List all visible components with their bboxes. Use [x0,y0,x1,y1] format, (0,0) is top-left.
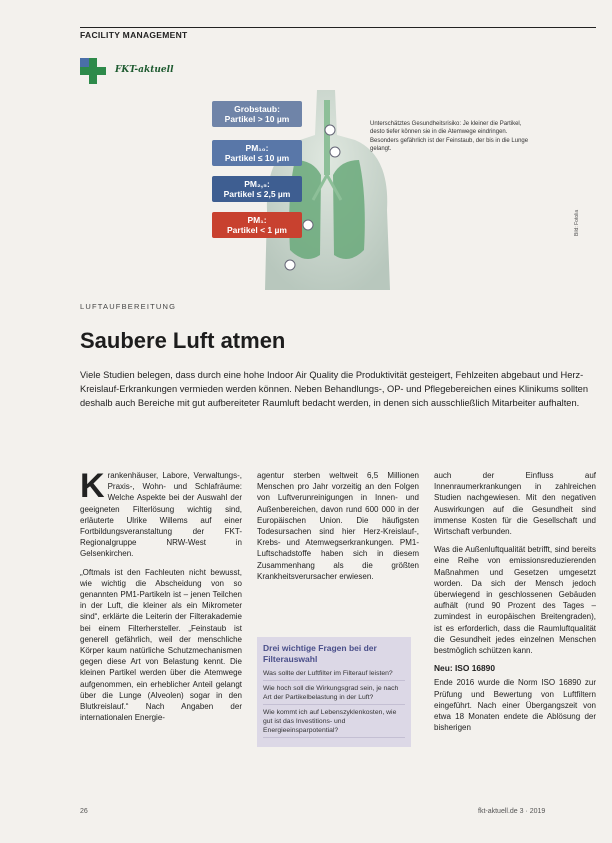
section-label: FACILITY MANAGEMENT [80,30,188,40]
pm-label-coarse: Grobstaub: Partikel > 10 µm [212,101,302,127]
paragraph: Krankenhäuser, Labore, Verwaltungs-, Praxis-, Wohn- und Schlafräume: Welche Aspekte bei der Auswahl der geeigneten Filterlösung wichtig sind, erläuterte Ulrike Willems auf einer Fortbildungsveranstaltung der FKT-Regionalgruppe NRW-West in Gelsenkirchen. [80,467,242,559]
info-box-item: Was sollte der Luftfilter im Filterauf leisten? [263,669,405,681]
paragraph: Ende 2016 wurde die Norm ISO 16890 zur Prüfung und Bewertung von Luftfiltern eingeführt. Nach einer Übergangszeit von etwa 18 Monaten endete die Ablösung der bisherigen [434,678,596,733]
pm-label-pm25: PM₂,₅: Partikel ≤ 2,5 µm [212,176,302,202]
paragraph: auch der Einfluss auf Innenraumerkrankungen in zahlreichen Studien nachgewiesen. Mit den negativen Auswirkungen auf die Gesundheit sind immense Kosten für die Gesellschaft und Wirtschaft verbunden. [434,471,596,537]
figure-caption: Unterschätztes Gesundheitsrisiko: Je kleiner die Partikel, desto tiefer können sie in die Atemwege eindringen. Besonders gefährlich ist der Feinstaub, der bis in die Lunge gelangt. [370,121,529,152]
article-kicker: LUFTAUFBEREITUNG [80,302,177,311]
subheading: Neu: ISO 16890 [434,663,495,674]
article-title: Saubere Luft atmen [80,328,286,353]
column-1 [80,467,242,730]
logo-text: FKT-aktuell [115,65,174,75]
fkt-logo [80,58,200,84]
column-3 [434,470,596,740]
page-number: 26 [80,808,88,815]
pm-label-pm1: PM₁: Partikel < 1 µm [212,212,302,238]
header-rule [80,27,596,28]
paragraph: agentur sterben weltweit 6,5 Millionen Menschen pro Jahr vorzeitig an den Folgen von Luftverunreinigungen in Innen- und Außenbereichen, davon rund 600 000 in der Europäischen Union. Die häufigsten Todesursachen sind hier Herz-Kreislauf-, Krebs- und Atemwegserkrankungen. PM1-Luftschadstoffe haben sich in diesem Zusammenhang als die größten Krankheitsverursacher erwiesen. [257,471,419,581]
paragraph: Was die Außenluftqualität betrifft, sind bereits eine Reihe von emissionsreduzierenden Maßnahmen und Gesetzen umgesetzt worden. Da sich der Mensch jedoch überwiegend in geschlossenen Gebäuden aufhält (rund 90 Prozent des Tages – zumindest in europäischen Breitengraden), ist es erforderlich, dass die Raumluftqualität die Gesundheit jedes einzelnen Menschen bestmöglich schützen kann. [434,545,596,656]
info-box-title: Drei wichtige Fragen bei der Filterauswahl [263,643,377,664]
drop-cap: K [80,467,105,505]
footer-issue: fkt-aktuell.de 3 · 2019 [478,808,546,815]
info-box-item: Wie kommt ich auf Lebenszyklenkosten, wie gut ist das Investitions- und Energieeinsparpotential? [263,708,405,738]
info-box-item: Wie hoch soll die Wirkungsgrad sein, je nach Art der Partikelbelastung in der Luft? [263,684,405,705]
info-box [257,637,411,747]
cross-icon [80,58,106,84]
column-2 [257,470,419,589]
image-credit: Bild: Fotolia [574,209,580,236]
article-lead: Viele Studien belegen, dass durch eine hohe Indoor Air Quality die Produktivität gesteigert, Fehlzeiten abgebaut und Herz-Kreislauf-Erkrankungen vermieden werden können. Neben Behandlungs-, OP- und Pflegebereichen eines Klinikums sollten deshalb auch Bereiche mit gut aufbereiteter Raumluft bedacht werden, in denen sich ausschließlich Mitarbeiter aufhalten. [80,370,589,408]
paragraph: „Oftmals ist den Fachleuten nicht bewusst, wie wichtig die Abscheidung von so genannten PM1-Partikeln ist – jenen Teilchen in der Luft, die kleiner als ein Mikrometer sind“, erklärte die Leiterin der Filterakademie bei einem Filterhersteller. „Feinstaub ist generell gefährlich, weil der menschliche Körper kaum natürliche Schutzmechanismen gegen diese Art von Belastung kennt. Die kleinen Partikel werden über die Atemwege aufgenommen, ein erheblicher Anteil gelangt über die Lunge (Alveolen) sogar in den Blutkreislauf.“ Nach Angaben der internationalen Energie- [80,567,242,723]
pm-label-pm10: PM₁₀: Partikel ≤ 10 µm [212,140,302,166]
